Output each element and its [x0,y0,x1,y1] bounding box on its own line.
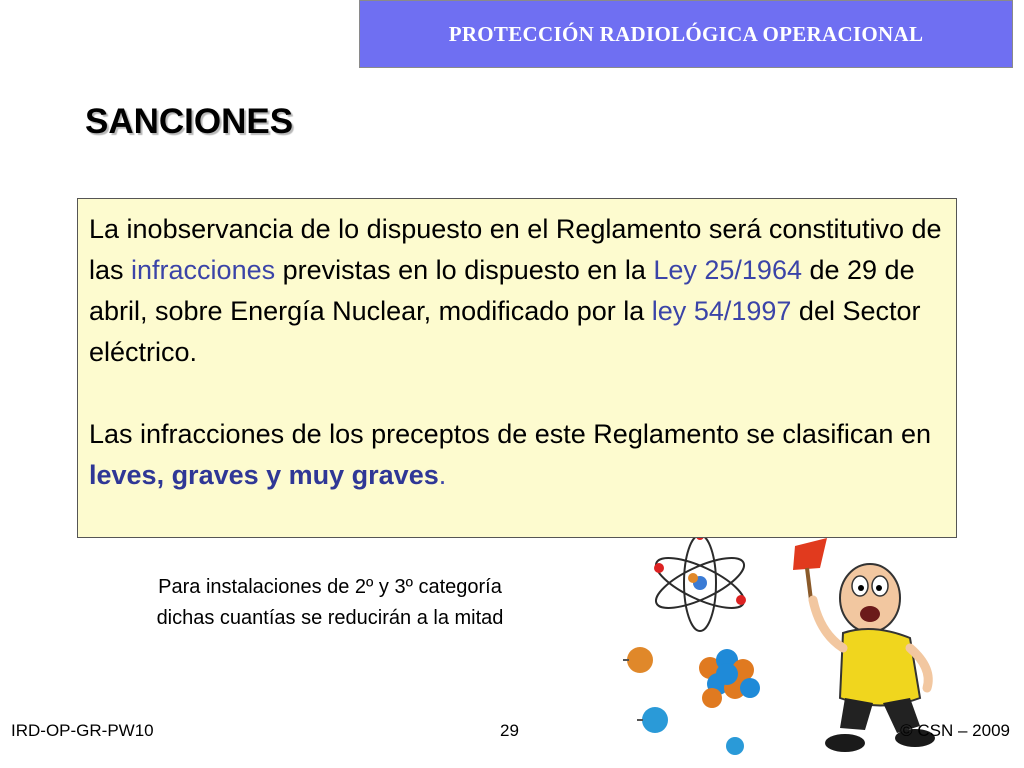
paragraph-classification [89,414,946,496]
paragraph-text: Las infracciones de los preceptos de este Reglamento se clasifican en [89,419,931,449]
note-text [95,572,565,634]
note-line-2: dichas cuantías se reducirán a la mitad [156,607,504,629]
footer-copyright: © CSN – 2009 [900,721,1010,740]
nucleus-icon [623,647,760,755]
term-infracciones: infracciones [131,255,276,285]
term-ley-54-1997: ley 54/1997 [651,296,792,326]
paragraph-text: de 29 de abril, sobre Energía Nuclear, modificado por la [89,255,915,326]
paragraph-period: . [438,460,447,490]
term-ley-25-1964: Ley 25/1964 [653,255,802,285]
content-box [77,198,957,538]
slide-title: SANCIONES [85,102,294,141]
footer-code: IRD-OP-GR-PW10 [11,721,154,740]
note-line-1: Para instalaciones de 2º y 3º categoría [158,576,502,598]
paragraph-text: del Sector eléctrico. [89,296,921,367]
atom-icon [650,538,751,631]
paragraph-text: La inobservancia de lo dispuesto en el Reglamento será constitutivo de las [89,214,942,285]
header-title: PROTECCIÓN RADIOLÓGICA OPERACIONAL [448,21,924,46]
classification-terms: leves, graves y muy graves [89,460,439,490]
paragraph-text: previstas en lo dispuesto en la [275,255,654,285]
footer-page-number: 29 [500,721,519,740]
paragraph-regulation [89,209,946,373]
referee-cartoon-icon [793,538,935,752]
header-banner [359,0,1013,68]
